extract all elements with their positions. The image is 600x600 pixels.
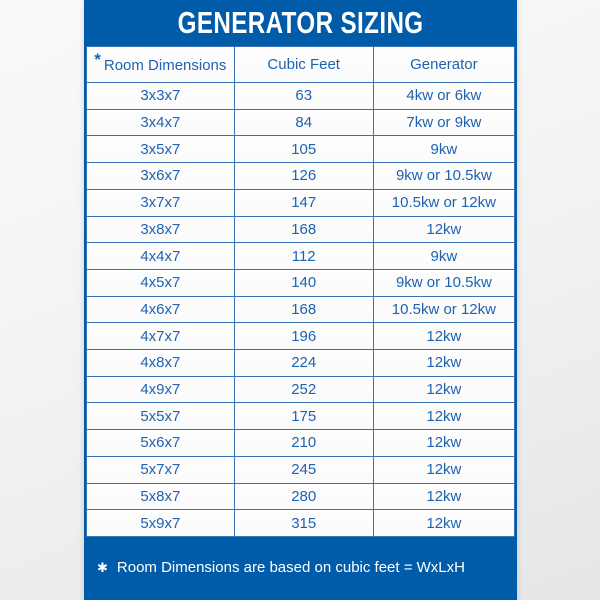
table-row [87, 430, 515, 457]
table-row [87, 350, 515, 377]
table-cell: 105 [234, 136, 373, 163]
table-row [87, 243, 515, 270]
table-cell: 4kw or 6kw [373, 83, 514, 110]
asterisk-icon: ✱ [97, 560, 108, 575]
table-cell: 3x7x7 [87, 189, 235, 216]
table-cell: 12kw [373, 483, 514, 510]
table-cell: 10.5kw or 12kw [373, 189, 514, 216]
table-cell: 12kw [373, 350, 514, 377]
table-cell: 9kw or 10.5kw [373, 163, 514, 190]
table-cell: 175 [234, 403, 373, 430]
table-cell: 168 [234, 216, 373, 243]
table-cell: 126 [234, 163, 373, 190]
table-cell: 84 [234, 109, 373, 136]
table-cell: 3x6x7 [87, 163, 235, 190]
footnote [84, 537, 517, 600]
table-cell: 280 [234, 483, 373, 510]
table-header-row [87, 47, 515, 83]
table-row [87, 136, 515, 163]
generator-sizing-table [86, 46, 515, 537]
column-header-cubic-feet [234, 47, 373, 83]
table-cell: 5x7x7 [87, 456, 235, 483]
table-cell: 210 [234, 430, 373, 457]
table-cell: 112 [234, 243, 373, 270]
table-cell: 224 [234, 350, 373, 377]
table-cell: 3x5x7 [87, 136, 235, 163]
table-cell: 5x8x7 [87, 483, 235, 510]
table-row [87, 83, 515, 110]
table-cell: 3x8x7 [87, 216, 235, 243]
table-row [87, 109, 515, 136]
generator-sizing-card [84, 0, 517, 600]
table-cell: 9kw [373, 243, 514, 270]
table-row [87, 269, 515, 296]
table-row [87, 296, 515, 323]
table-cell: 10.5kw or 12kw [373, 296, 514, 323]
table-cell: 63 [234, 83, 373, 110]
column-header-generator [373, 47, 514, 83]
asterisk-marker: * [94, 49, 101, 69]
column-header-label: Generator [410, 56, 478, 73]
table-cell: 147 [234, 189, 373, 216]
table-cell: 12kw [373, 510, 514, 537]
table-row [87, 376, 515, 403]
table-cell: 12kw [373, 430, 514, 457]
table-cell: 5x9x7 [87, 510, 235, 537]
table-cell: 4x5x7 [87, 269, 235, 296]
table-cell: 3x4x7 [87, 109, 235, 136]
table-cell: 245 [234, 456, 373, 483]
table-row [87, 163, 515, 190]
table-cell: 12kw [373, 456, 514, 483]
column-header-label: Room Dimensions [103, 56, 227, 74]
page-title: GENERATOR SIZING [177, 5, 424, 40]
table-cell: 252 [234, 376, 373, 403]
table-row [87, 456, 515, 483]
table-cell: 4x4x7 [87, 243, 235, 270]
table-cell: 5x5x7 [87, 403, 235, 430]
table-cell: 9kw or 10.5kw [373, 269, 514, 296]
table-body [87, 83, 515, 537]
table-cell: 12kw [373, 403, 514, 430]
table-cell: 12kw [373, 376, 514, 403]
table-row [87, 189, 515, 216]
table-cell: 168 [234, 296, 373, 323]
column-header-label: Cubic Feet [267, 56, 340, 73]
title-bar [84, 0, 517, 46]
column-header-room-dimensions [87, 47, 235, 83]
table-cell: 12kw [373, 216, 514, 243]
table-cell: 7kw or 9kw [373, 109, 514, 136]
footnote-text: Room Dimensions are based on cubic feet = WxLxH [116, 559, 465, 576]
table-row [87, 323, 515, 350]
table-header [87, 47, 515, 83]
table-row [87, 403, 515, 430]
table-row [87, 216, 515, 243]
table-cell: 315 [234, 510, 373, 537]
table-cell: 4x6x7 [87, 296, 235, 323]
table-cell: 196 [234, 323, 373, 350]
table-cell: 4x9x7 [87, 376, 235, 403]
table-cell: 4x7x7 [87, 323, 235, 350]
table-cell: 4x8x7 [87, 350, 235, 377]
table-cell: 140 [234, 269, 373, 296]
table-cell: 5x6x7 [87, 430, 235, 457]
table-row [87, 483, 515, 510]
table-cell: 9kw [373, 136, 514, 163]
table-cell: 12kw [373, 323, 514, 350]
table-row [87, 510, 515, 537]
table-cell: 3x3x7 [87, 83, 235, 110]
